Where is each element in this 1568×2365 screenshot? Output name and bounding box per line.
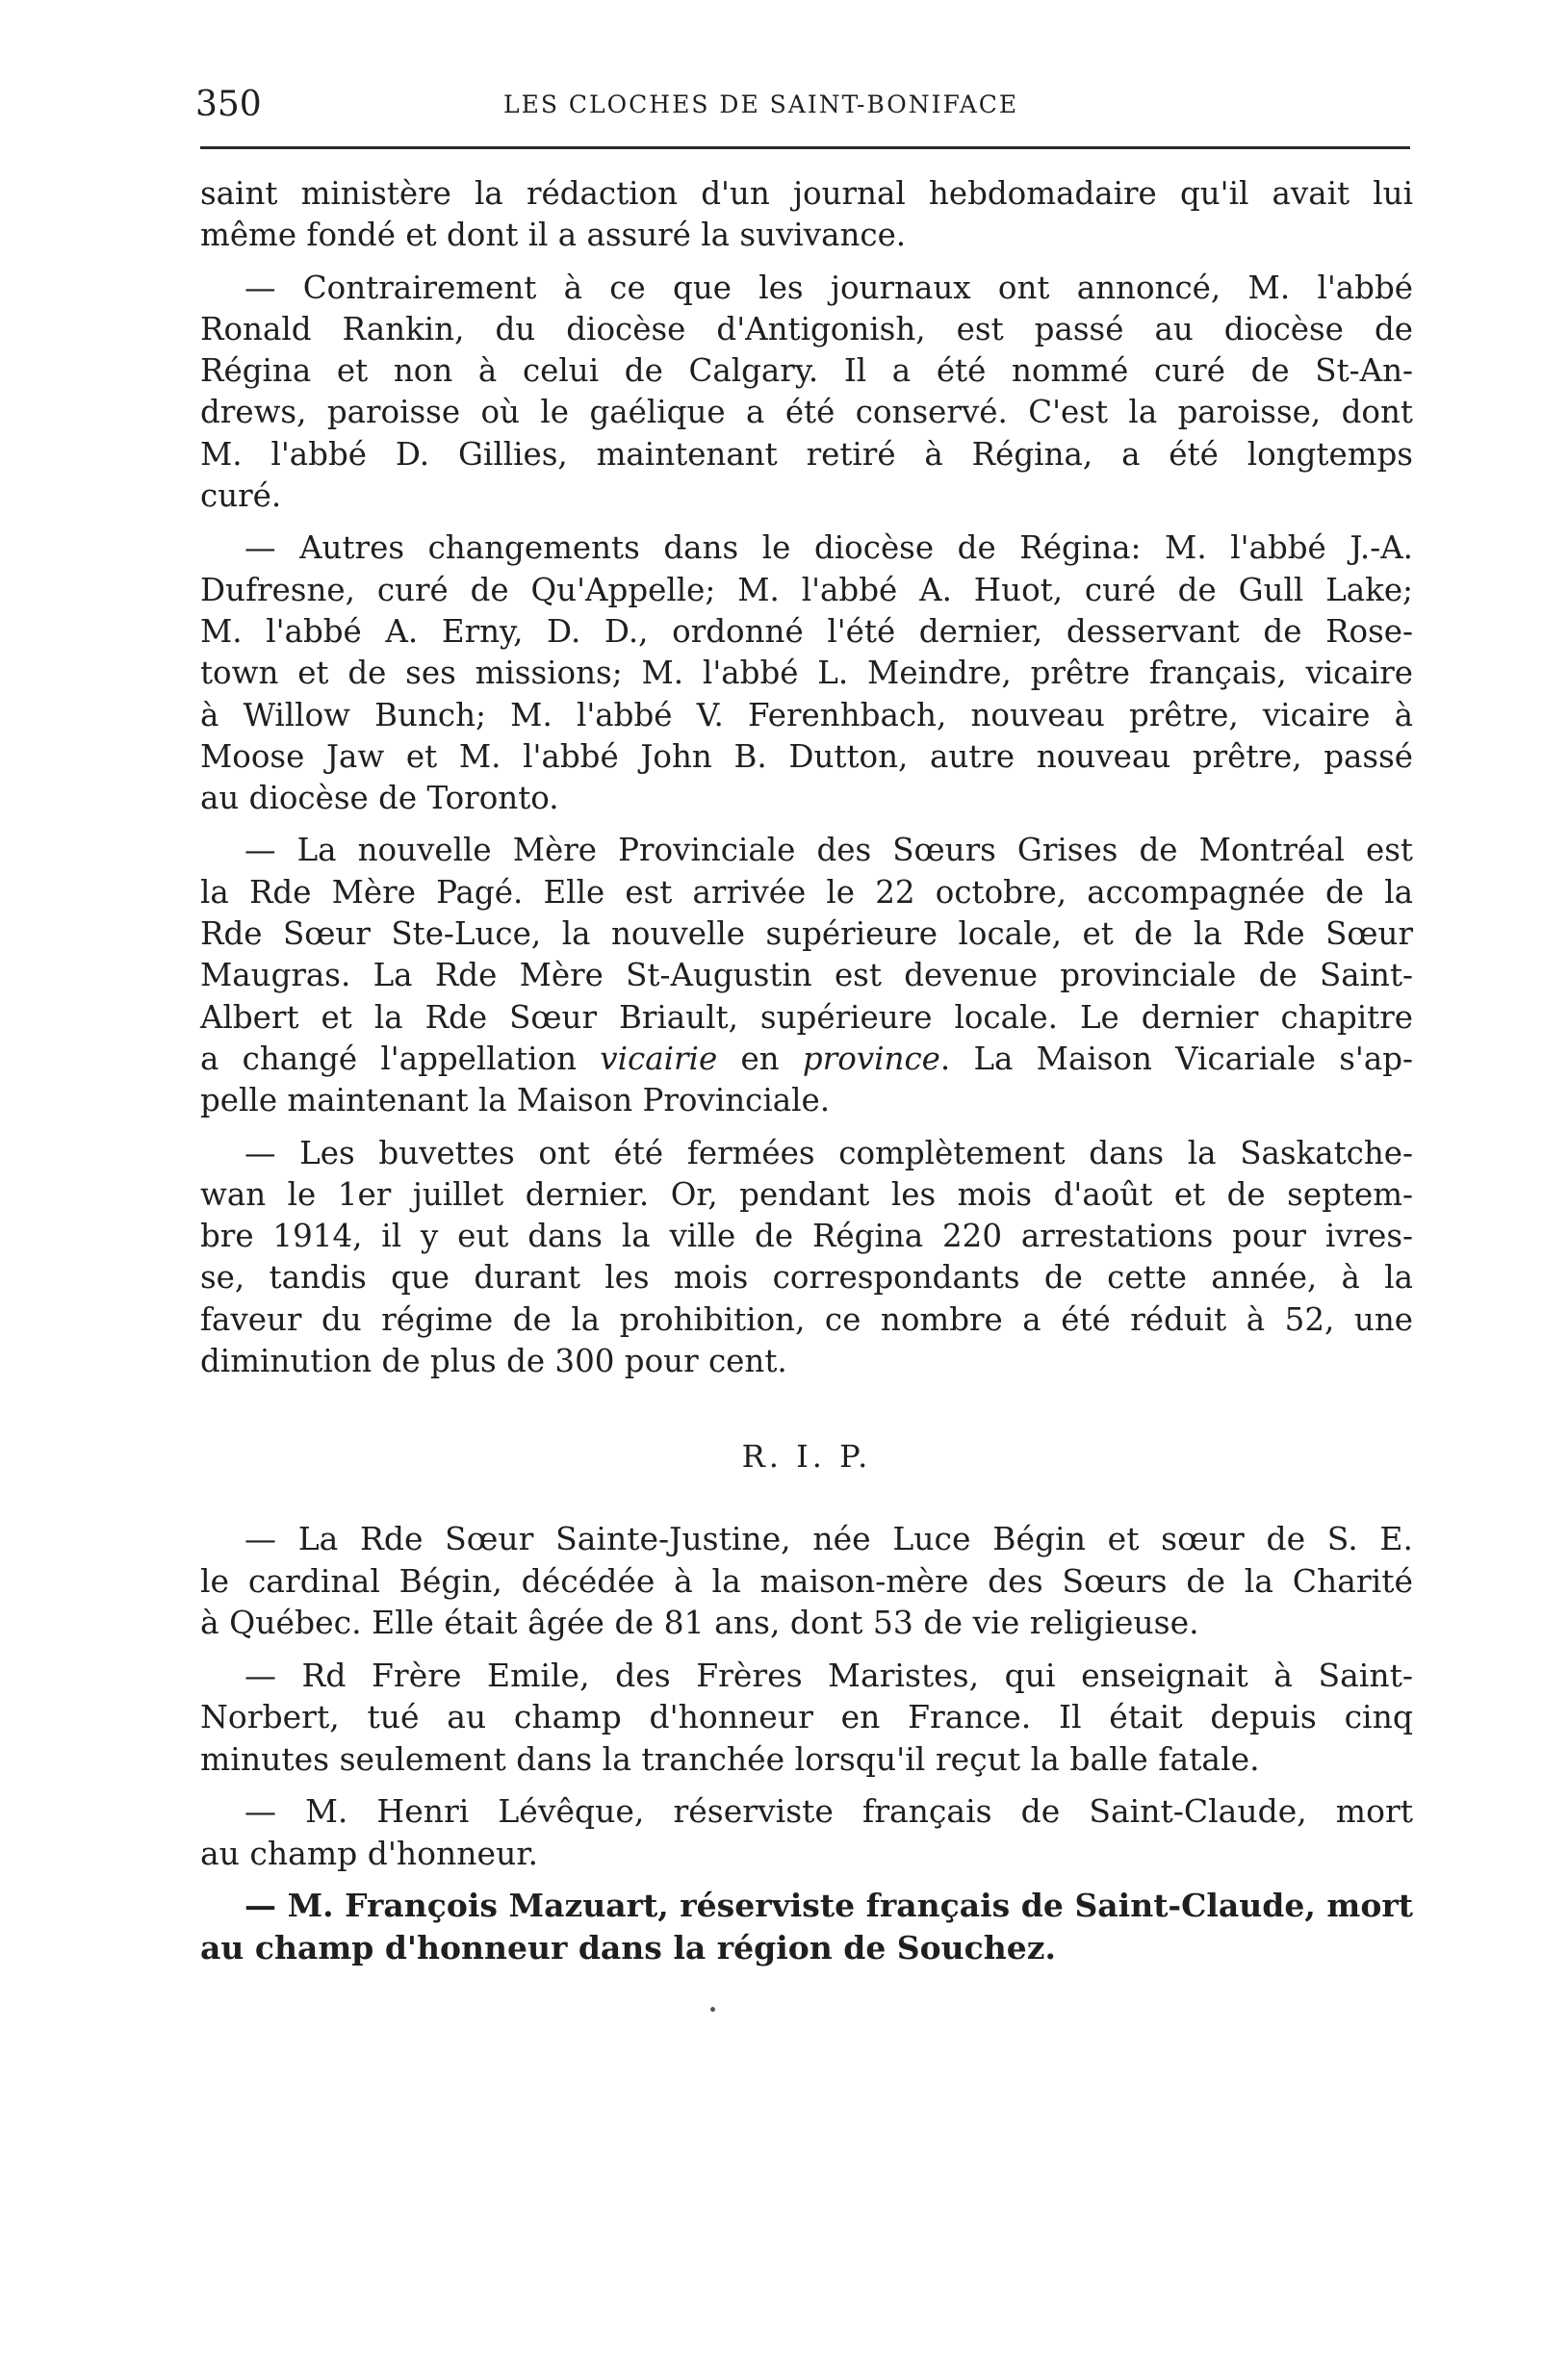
body-line: Ronald Rankin, du diocèse d'Antigonish, est passé au diocèse de <box>200 310 1413 347</box>
body-line: faveur du régime de la prohibition, ce nombre a été réduit à 52, une <box>200 1300 1413 1338</box>
obituary-list <box>200 1518 1413 1979</box>
body-line: a changé l'appellation vicairie en province. La Maison Vicariale s'ap- <box>200 1040 1413 1077</box>
running-title: LES CLOCHES DE SAINT-BONIFACE <box>503 90 1019 118</box>
header-rule <box>200 146 1410 149</box>
body-paragraph <box>200 830 1413 1121</box>
obit-line: minutes seulement dans la tranchée lorsqu'il reçut la balle fatale. <box>200 1739 1260 1778</box>
body-paragraph <box>200 173 1413 257</box>
body-line: saint ministère la rédaction d'un journal hebdomadaire qu'il avait lui <box>200 175 1413 212</box>
section-heading: R. I. P. <box>741 1438 872 1475</box>
obit-line: le cardinal Bégin, décédée à la maison-mère des Sœurs de la Charité <box>200 1561 1413 1600</box>
body-paragraph <box>200 268 1413 518</box>
body-line: M. l'abbé A. Erny, D. D., ordonné l'été dernier, desservant de Rose- <box>200 612 1413 650</box>
body-line: — La nouvelle Mère Provinciale des Sœurs Grises de Montréal est <box>244 832 1413 869</box>
obit-line: au champ d'honneur dans la région de Souchez. <box>200 1928 1056 1967</box>
body-line: M. l'abbé D. Gillies, maintenant retiré à Régina, a été longtemps <box>200 435 1413 473</box>
obit-paragraph <box>200 1790 1413 1874</box>
body-line: pelle maintenant la Maison Provinciale. <box>200 1082 831 1119</box>
obit-paragraph <box>200 1885 1413 1968</box>
body-line: Dufresne, curé de Qu'Appelle; M. l'abbé A. Huot, curé de Gull Lake; <box>200 571 1413 608</box>
obit-line: à Québec. Elle était âgée de 81 ans, dont 53 de vie religieuse. <box>200 1604 1199 1641</box>
body-line: drews, paroisse où le gaélique a été conservé. C'est la paroisse, dont <box>200 394 1413 431</box>
body-line: même fondé et dont il a assuré la suvivance. <box>200 217 907 254</box>
body-line: — Autres changements dans le diocèse de Régina: M. l'abbé J.-A. <box>244 529 1413 567</box>
body-line: au diocèse de Toronto. <box>200 780 559 817</box>
obit-line: — M. Henri Lévêque, réserviste français de Saint-Claude, mort <box>244 1792 1413 1830</box>
running-head <box>195 81 1410 129</box>
obit-paragraph <box>200 1655 1413 1781</box>
article-body <box>200 173 1413 1393</box>
obit-line: — La Rde Sœur Sainte-Justine, née Luce Bégin et sœur de S. E. <box>244 1520 1413 1557</box>
body-line: town et de ses missions; M. l'abbé L. Meindre, prêtre français, vicaire <box>200 655 1413 692</box>
body-line: Rde Sœur Ste-Luce, la nouvelle supérieure locale, et de la Rde Sœur <box>200 915 1413 953</box>
body-paragraph <box>200 1133 1413 1383</box>
body-line: Albert et la Rde Sœur Briault, supérieure locale. Le dernier chapitre <box>200 998 1413 1036</box>
obit-paragraph <box>200 1518 1413 1644</box>
body-line: — Les buvettes ont été fermées complètement dans la Saskatche- <box>244 1134 1413 1171</box>
body-line: Moose Jaw et M. l'abbé John B. Dutton, autre nouveau prêtre, passé <box>200 737 1413 775</box>
print-speck <box>710 2007 715 2012</box>
italic-term: vicairie <box>600 1040 718 1077</box>
body-paragraph <box>200 527 1413 819</box>
italic-term: province <box>802 1040 940 1077</box>
body-line: curé. <box>200 477 282 515</box>
obit-line: — Rd Frère Emile, des Frères Maristes, qui enseignait à Saint- <box>244 1656 1413 1694</box>
page-number: 350 <box>195 85 262 124</box>
body-line: à Willow Bunch; M. l'abbé V. Ferenhbach, nouveau prêtre, vicaire à <box>200 696 1413 733</box>
body-line: bre 1914, il y eut dans la ville de Régina 220 arrestations pour ivres- <box>200 1218 1413 1255</box>
body-line: se, tandis que durant les mois correspondants de cette année, à la <box>200 1259 1413 1297</box>
obit-line: au champ d'honneur. <box>200 1834 538 1872</box>
obit-line: Norbert, tué au champ d'honneur en France. Il était depuis cinq <box>200 1698 1413 1735</box>
body-line: wan le 1er juillet dernier. Or, pendant les mois d'août et de septem- <box>200 1175 1413 1213</box>
body-line: — Contrairement à ce que les journaux ont annoncé, M. l'abbé <box>244 269 1413 306</box>
body-line: Régina et non à celui de Calgary. Il a été nommé curé de St-An- <box>200 352 1413 390</box>
body-line: Maugras. La Rde Mère St-Augustin est devenue provinciale de Saint- <box>200 957 1413 994</box>
obit-line: — M. François Mazuart, réserviste français de Saint-Claude, mort <box>244 1887 1413 1924</box>
body-line: la Rde Mère Pagé. Elle est arrivée le 22 octobre, accompagnée de la <box>200 873 1413 911</box>
body-line: diminution de plus de 300 pour cent. <box>200 1343 787 1380</box>
